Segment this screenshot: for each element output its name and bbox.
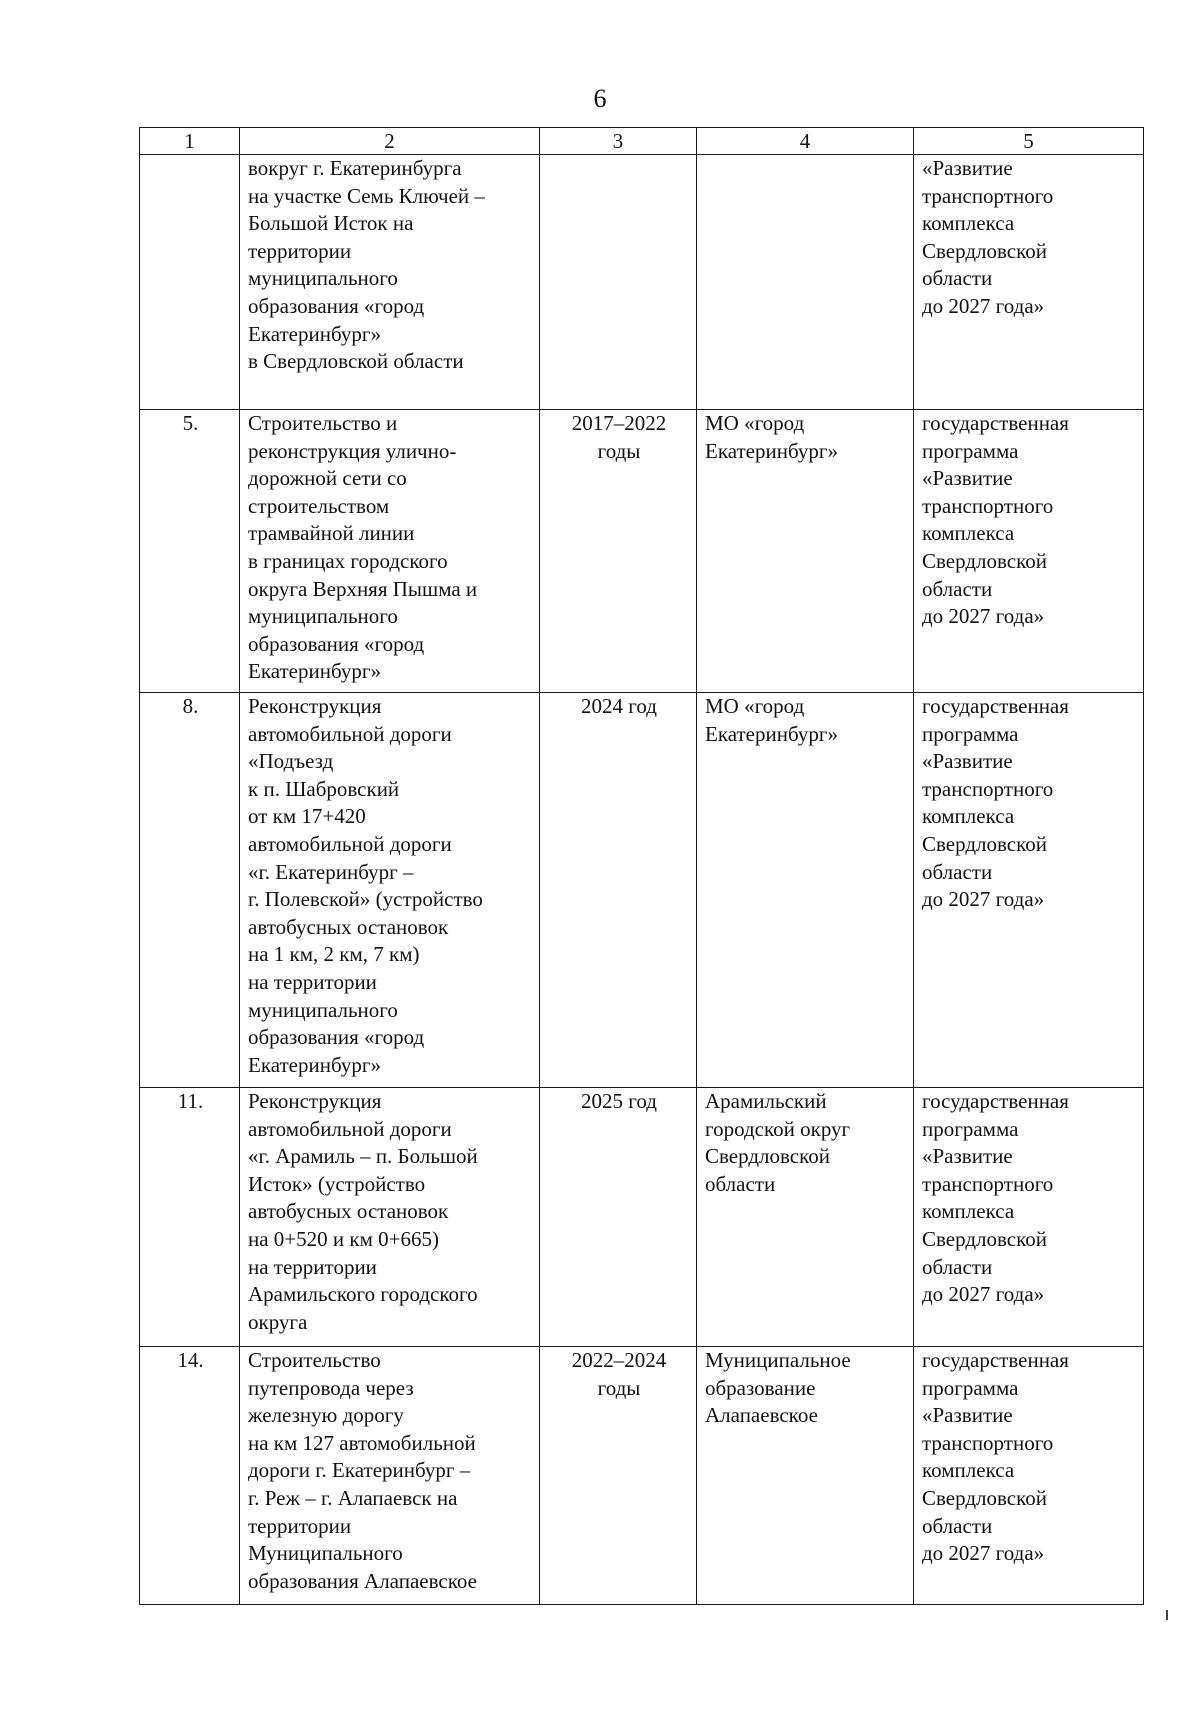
- executor: Арамильский городской округ Свердловской области: [705, 1089, 851, 1196]
- page-number: 6: [593, 84, 607, 113]
- column-header-1: 1: [140, 128, 240, 155]
- table-row: [140, 1347, 1144, 1605]
- header-row: [140, 128, 1144, 155]
- period: 2024 год: [581, 694, 657, 718]
- program-table: [139, 127, 1144, 1605]
- object-name: вокруг г. Екатеринбурга на участке Семь Ключей – Большой Исток на территории муниципального образования «город Екатеринбург» в Свердловской области: [248, 156, 485, 374]
- program-cell: [914, 410, 1144, 693]
- row-number: 8.: [182, 694, 199, 718]
- executor-cell: [697, 693, 914, 1088]
- executor: МО «город Екатеринбург»: [705, 694, 838, 746]
- row-number: 14.: [177, 1348, 204, 1372]
- period: 2022–2024 годы: [571, 1348, 667, 1400]
- period-cell: [540, 1088, 697, 1347]
- object-name: Реконструкция автомобильной дороги «г. Арамиль – п. Большой Исток» (устройство автобусных остановок на 0+520 и км 0+665) на территории Арамильского городского округа: [248, 1089, 478, 1334]
- table-row: [140, 410, 1144, 693]
- scan-margin-mark: [1166, 1610, 1168, 1620]
- column-header-4: 4: [697, 128, 914, 155]
- column-header-3: 3: [540, 128, 697, 155]
- period: 2025 год: [581, 1089, 657, 1113]
- column-header-2: 2: [240, 128, 540, 155]
- table-row: [140, 693, 1144, 1088]
- object-name-cell: [240, 410, 540, 693]
- object-name-cell: [240, 1347, 540, 1605]
- period-cell: [540, 693, 697, 1088]
- period-cell: [540, 410, 697, 693]
- column-header-5: 5: [914, 128, 1144, 155]
- row-number: 11.: [177, 1089, 204, 1113]
- period: 2017–2022 годы: [571, 411, 667, 463]
- object-name-cell: [240, 1088, 540, 1347]
- row-number-cell: [140, 410, 240, 693]
- program: государственная программа «Развитие транспортного комплекса Свердловской области до 2027 года»: [922, 1089, 1069, 1307]
- executor-cell: [697, 1347, 914, 1605]
- row-number-cell: [140, 1088, 240, 1347]
- row-number-cell: [140, 1347, 240, 1605]
- program: государственная программа «Развитие транспортного комплекса Свердловской области до 2027 года»: [922, 694, 1069, 912]
- object-name-cell: [240, 155, 540, 410]
- executor: Муниципальное образование Алапаевское: [705, 1348, 851, 1428]
- row-number-cell: [140, 693, 240, 1088]
- row-number: 5.: [182, 411, 199, 435]
- program-cell: [914, 1347, 1144, 1605]
- program: государственная программа «Развитие транспортного комплекса Свердловской области до 2027 года»: [922, 411, 1069, 629]
- object-name: Строительство и реконструкция улично- дорожной сети со строительством трамвайной линии в границах городского округа Верхняя Пышма и муниципального образования «город Екатеринбург»: [248, 411, 478, 684]
- executor-cell: [697, 1088, 914, 1347]
- row-number-cell: [140, 155, 240, 410]
- program-cell: [914, 693, 1144, 1088]
- period-cell: [540, 1347, 697, 1605]
- executor-cell: [697, 155, 914, 410]
- program: государственная программа «Развитие транспортного комплекса Свердловской области до 2027 года»: [922, 1348, 1069, 1566]
- executor: МО «город Екатеринбург»: [705, 411, 838, 463]
- program: «Развитие транспортного комплекса Свердловской области до 2027 года»: [922, 156, 1054, 318]
- table-row: [140, 155, 1144, 410]
- executor-cell: [697, 410, 914, 693]
- object-name-cell: [240, 693, 540, 1088]
- program-cell: [914, 1088, 1144, 1347]
- table-row: [140, 1088, 1144, 1347]
- object-name: Строительство путепровода через железную дорогу на км 127 автомобильной дороги г. Екатеринбург – г. Реж – г. Алапаевск на территории Муниципального образования Алапаевское: [248, 1348, 477, 1593]
- object-name: Реконструкция автомобильной дороги «Подъезд к п. Шабровский от км 17+420 автомобильной дороги «г. Екатеринбург – г. Полевской» (устройство автобусных остановок на 1 км, 2 км, 7 км) на территории муниципального образования «город Екатеринбург»: [248, 694, 483, 1077]
- period-cell: [540, 155, 697, 410]
- program-cell: [914, 155, 1144, 410]
